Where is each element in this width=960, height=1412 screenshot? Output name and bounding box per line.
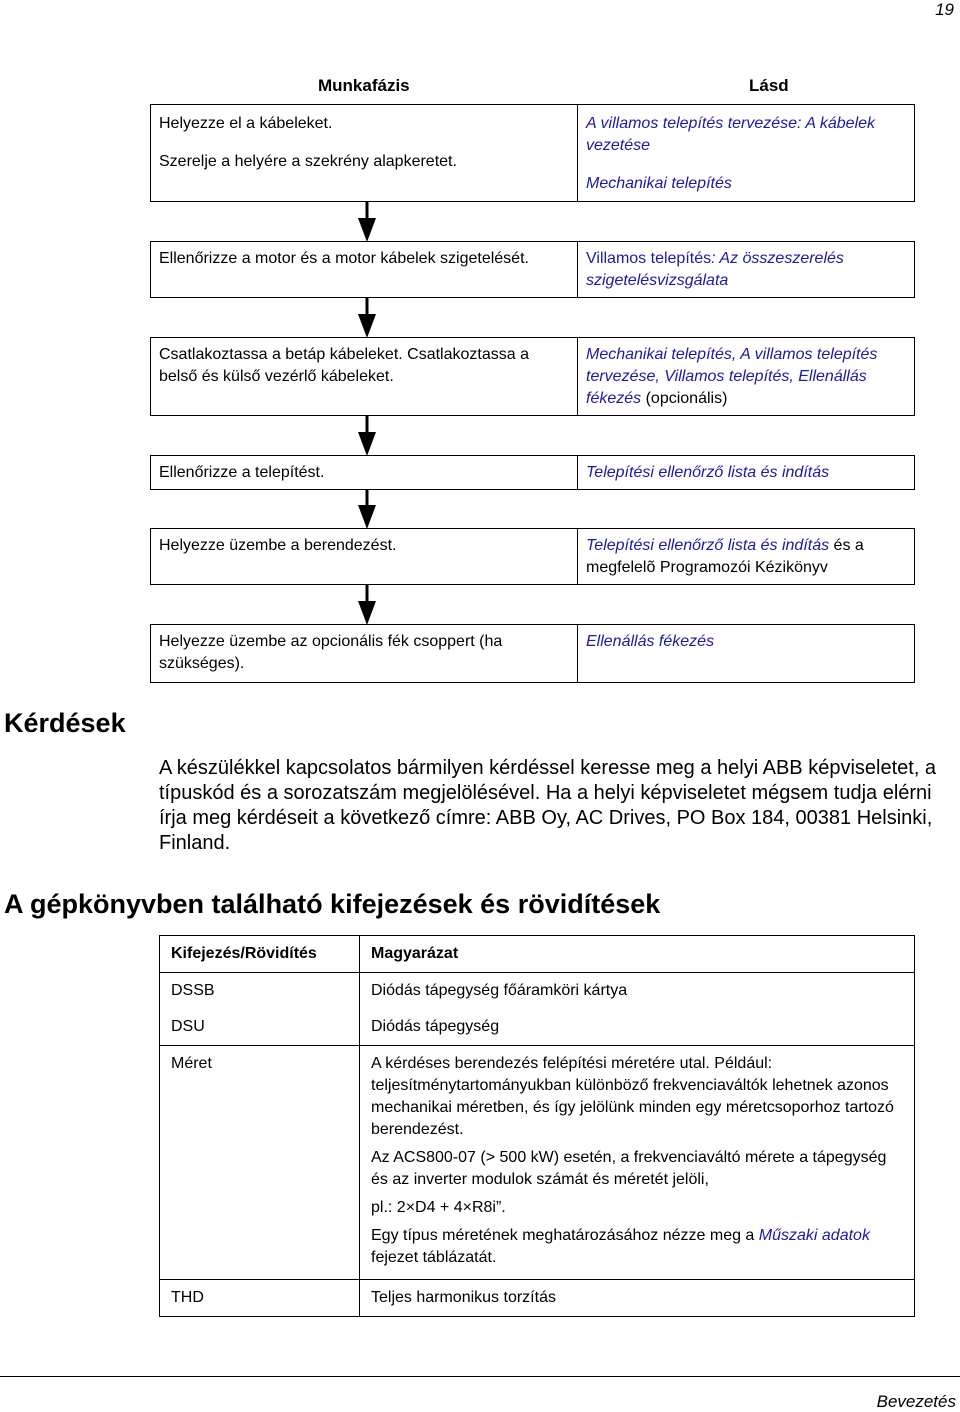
step-5-text: Helyezze üzembe a berendezést. [159, 537, 397, 554]
term-cell: DSU [160, 1009, 360, 1046]
link-insulation-check[interactable]: : Az összeszerelés szigetelésvizsgálata [586, 250, 844, 289]
desc-cell: Diódás tápegység [360, 1009, 915, 1046]
size-desc-p2: Az ACS800-07 (> 500 kW) esetén, a frekvenciaváltó mérete a tápegység és az inverter modulok számát és méretét jelöli, [371, 1149, 887, 1188]
column-header-explanation: Magyarázat [360, 936, 915, 973]
size-desc-p3: pl.: 2×D4 + 4×R8i”. [371, 1199, 506, 1216]
flow-arrow-1 [357, 202, 377, 242]
column-header-see: Lásd [749, 76, 789, 95]
link-mechanical-installation[interactable]: Mechanikai telepítés [586, 175, 732, 192]
flow-step-5-right [577, 528, 915, 585]
term-cell: THD [160, 1280, 360, 1317]
flow-step-1-left [150, 104, 578, 202]
glossary-heading: A gépkönyvben található kifejezések és rövidítések [4, 889, 661, 919]
flow-step-1-right [577, 104, 915, 202]
questions-heading: Kérdések [4, 708, 126, 738]
step-1-text-a: Helyezze el a kábeleket. [159, 115, 333, 132]
flow-step-3-right [577, 337, 915, 416]
footer-section-title: Bevezetés [876, 1392, 956, 1411]
desc-cell: Diódás tápegység főáramköri kártya [360, 973, 915, 1010]
table-header-row [160, 936, 915, 973]
footer-divider [0, 1376, 960, 1377]
flow-arrow-4 [357, 489, 377, 529]
size-desc-p4-end: fejezet táblázatát. [371, 1249, 497, 1266]
link-technical-data[interactable]: Műszaki adatok [758, 1227, 870, 1244]
link-checklist-startup-2[interactable]: Telepítési ellenőrző lista és indítás [586, 537, 830, 554]
flow-step-6-left [150, 624, 578, 683]
table-row [160, 1280, 915, 1317]
link-electrical-installation[interactable]: Villamos telepítés [586, 250, 712, 267]
term-cell: DSSB [160, 973, 360, 1010]
flow-arrow-2 [357, 298, 377, 338]
flow-step-6-right [577, 624, 915, 683]
table-row [160, 1009, 915, 1046]
step-6-text: Helyezze üzembe az opcionális fék csoppert (ha szükséges). [159, 633, 503, 672]
column-header-phase: Munkafázis [318, 76, 410, 95]
link-checklist-startup[interactable]: Telepítési ellenőrző lista és indítás [586, 464, 830, 481]
size-desc-p4-text: Egy típus méretének meghatározásához nézze meg a [371, 1227, 759, 1244]
term-cell: Méret [160, 1046, 360, 1280]
flow-step-2-left [150, 241, 578, 298]
desc-cell: Teljes harmonikus torzítás [360, 1280, 915, 1317]
step-3-text: Csatlakoztassa a betáp kábeleket. Csatlakoztassa a belső és külső vezérlő kábeleket. [159, 346, 529, 385]
glossary-table [159, 935, 915, 1317]
size-desc-p1: A kérdéses berendezés felépítési méretére utal. Például: teljesítménytartományukban különböző frekvenciaváltók lehetnek azonos mechanikai méretben, és így jelölünk minden egy méretcsoporhoz tartozó berendezést. [371, 1055, 894, 1138]
link-cable-routing[interactable]: A villamos telepítés tervezése: A kábelek vezetése [586, 115, 876, 154]
link-resistor-braking[interactable]: Ellenállás fékezés [586, 633, 715, 650]
flow-step-2-right [577, 241, 915, 298]
step-1-text-b: Szerelje a helyére a szekrény alapkeretet. [159, 153, 457, 170]
size-desc-p4 [371, 1225, 903, 1269]
column-header-term: Kifejezés/Rövidítés [160, 936, 360, 973]
optional-note: (opcionális) [641, 390, 728, 407]
flow-arrow-3 [357, 416, 377, 456]
link-multiple-sections[interactable]: Mechanikai telepítés, A villamos telepítés tervezése, Villamos telepítés, Ellenállás fékezés [586, 346, 878, 407]
table-row [160, 1046, 915, 1280]
flow-step-3-left [150, 337, 578, 416]
step-4-text: Ellenőrizze a telepítést. [159, 464, 325, 481]
flow-step-4-right [577, 455, 915, 490]
flow-arrow-5 [357, 585, 377, 625]
flow-step-4-left [150, 455, 578, 490]
table-row [160, 973, 915, 1010]
desc-cell [360, 1046, 915, 1280]
step-2-text: Ellenőrizze a motor és a motor kábelek szigetelését. [159, 250, 529, 267]
flow-step-5-left [150, 528, 578, 585]
questions-text: A készülékkel kapcsolatos bármilyen kérdéssel keresse meg a helyi ABB képviseletet, a típuskód és a sorozatszám megjelölésével. Ha a helyi képviseletet mégsem tudja elérni írja meg kérdéseit a következő címre: ABB Oy, AC Drives, PO Box 184, 00381 Helsinki, Finland. [159, 757, 937, 854]
page-number: 19 [935, 0, 954, 19]
programming-manual-note: és a megfelelõ Programozói Kézikönyv [586, 537, 864, 576]
